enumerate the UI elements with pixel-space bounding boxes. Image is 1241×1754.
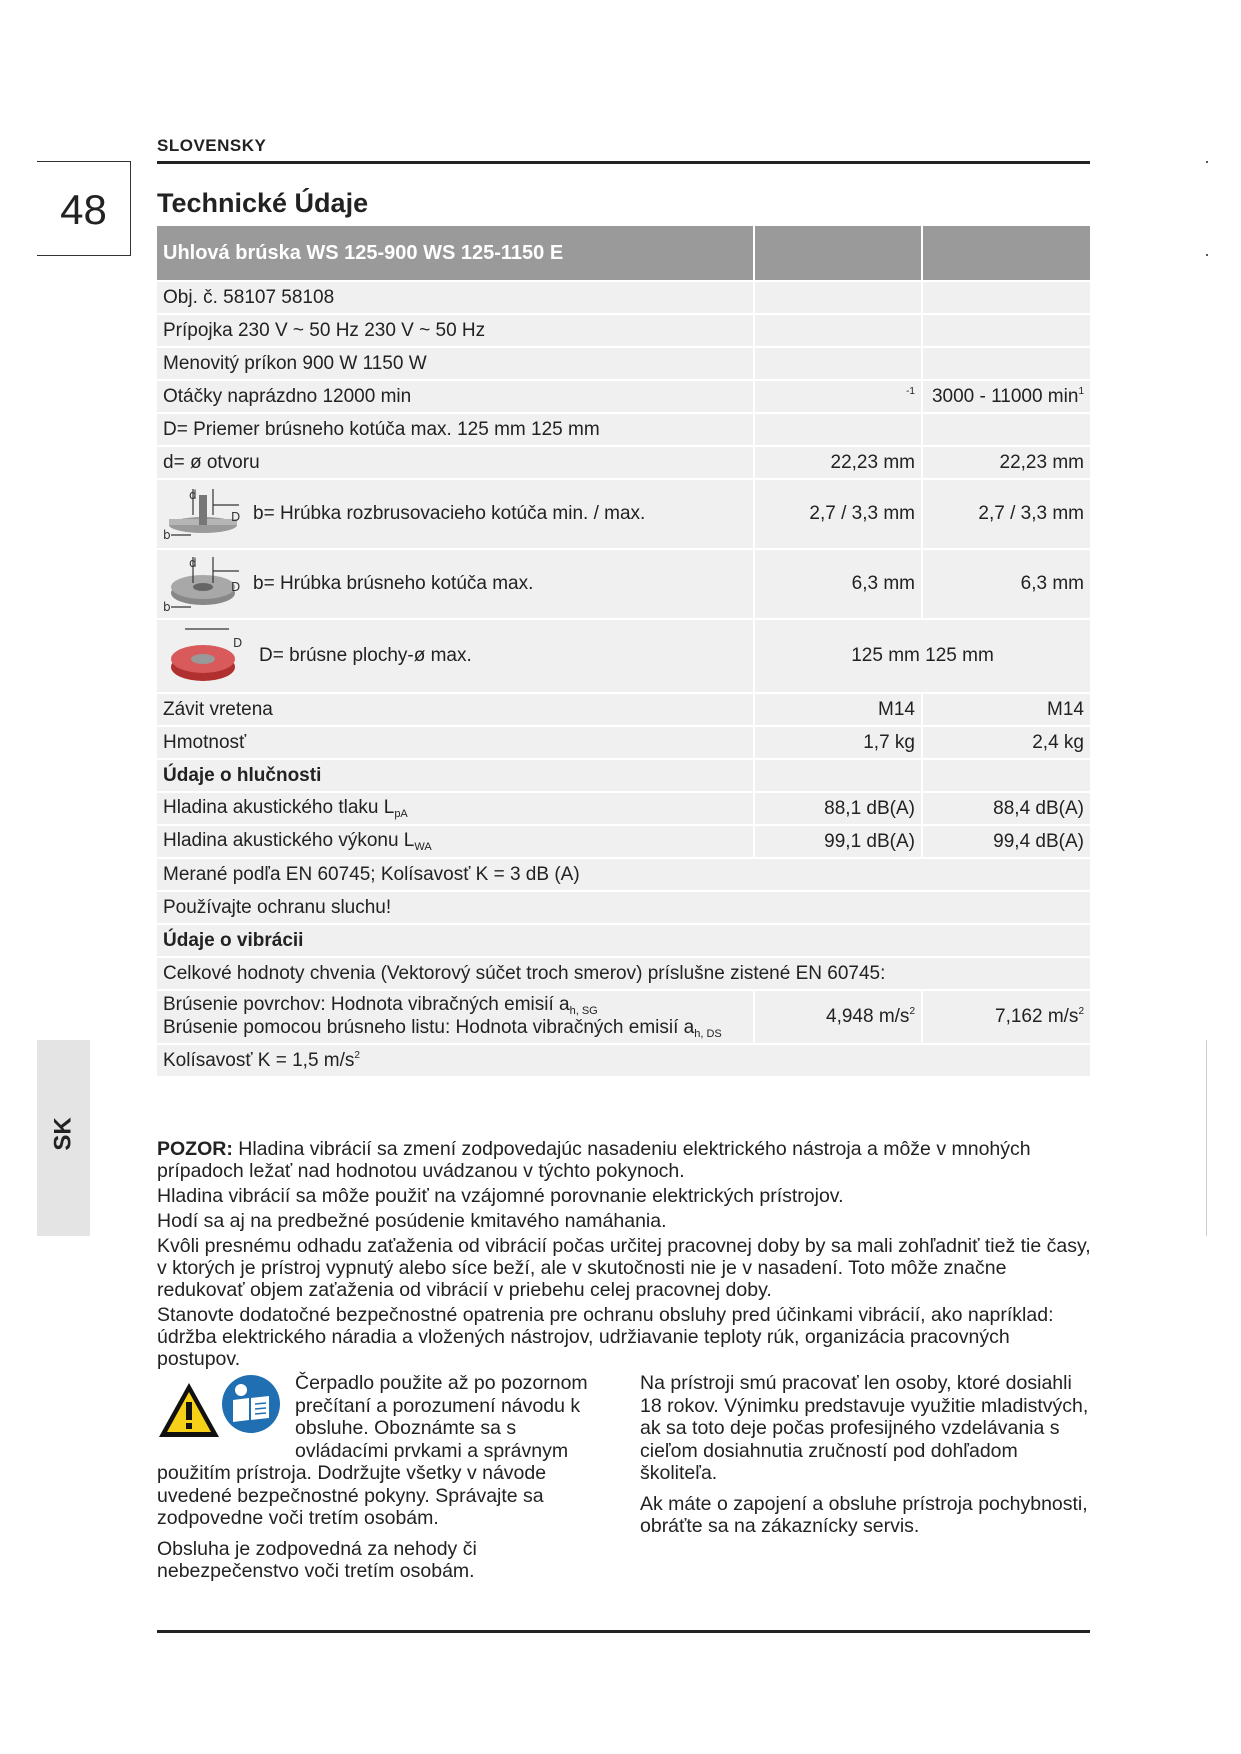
superscript: 2 bbox=[1078, 1006, 1084, 1017]
safety-icons bbox=[157, 1372, 285, 1442]
warning-paragraph: Hladina vibrácií sa môže použiť na vzájomné porovnanie elektrických prístrojov. bbox=[157, 1185, 844, 1207]
row-label: Kolísavosť K = 1,5 m/s bbox=[163, 1049, 355, 1071]
row-label: Celkové hodnoty chvenia (Vektorový súčet troch smerov) príslušne zistené EN 60745: bbox=[157, 957, 1090, 990]
table-row bbox=[157, 479, 1090, 549]
svg-text:d: d bbox=[189, 488, 197, 502]
edge-line bbox=[1206, 1040, 1207, 1236]
table-row bbox=[157, 825, 1090, 858]
row-value-1: M14 bbox=[754, 693, 922, 726]
row-value-1 bbox=[754, 990, 922, 1044]
safety-paragraph: Ak máte o zapojení a obsluhe prístroja pochybnosti, obráťte sa na zákaznícky servis. bbox=[640, 1492, 1088, 1537]
section-heading: Údaje o hlučnosti bbox=[157, 759, 754, 792]
grinding-disc-icon bbox=[163, 555, 243, 613]
warning-paragraph: Hodí sa aj na predbežné posúdenie kmitavého namáhania. bbox=[157, 1210, 667, 1232]
row-label: b= Hrúbka rozbrusovacieho kotúča min. / max. bbox=[253, 503, 646, 525]
row-label-cell bbox=[157, 825, 754, 858]
row-label: Otáčky naprázdno 12000 min bbox=[157, 380, 754, 413]
row-label: Merané podľa EN 60745; Kolísavosť K = 3 dB (A) bbox=[157, 858, 1090, 891]
row-value-2 bbox=[922, 380, 1090, 413]
svg-text:D: D bbox=[231, 580, 241, 594]
page-number: 48 bbox=[60, 186, 107, 233]
row-value-2 bbox=[922, 413, 1090, 446]
svg-text:b: b bbox=[163, 528, 171, 542]
row-value-1: 22,23 mm bbox=[754, 446, 922, 479]
superscript: -1 bbox=[906, 385, 915, 397]
row-value-1 bbox=[754, 281, 922, 314]
table-row bbox=[157, 759, 1090, 792]
svg-text:D: D bbox=[231, 510, 241, 524]
table-row bbox=[157, 990, 1090, 1044]
row-label: Hladina akustického výkonu L bbox=[163, 830, 415, 851]
table-row bbox=[157, 1044, 1090, 1077]
spec-table bbox=[157, 226, 1090, 1078]
table-header-cell bbox=[922, 226, 1090, 281]
row-value-2: 22,23 mm bbox=[922, 446, 1090, 479]
value-text: 7,162 m/s bbox=[995, 1006, 1079, 1027]
value-text: 4,948 m/s bbox=[826, 1006, 910, 1027]
row-value-2: 2,4 kg bbox=[922, 726, 1090, 759]
row-value-1 bbox=[754, 759, 922, 792]
section-title: Technické Údaje bbox=[157, 188, 369, 218]
cutting-disc-icon bbox=[163, 485, 243, 543]
row-label: D= Priemer brúsneho kotúča max. 125 mm 125 mm bbox=[157, 413, 754, 446]
subscript: h, DS bbox=[694, 1028, 722, 1040]
superscript: 2 bbox=[909, 1006, 915, 1017]
warning-paragraph: Kvôli presnému odhadu zaťaženia od vibrácií počas určitej pracovnej doby by sa mali zohľadniť tiež tie časy, v ktorých je prístroj vypnutý alebo síce beží, ale v skutočnosti nie je v nasadení. Toto môže značne redukovať objem zaťaženia od vibrácií v priebehu celej pracovnej doby. bbox=[157, 1235, 1091, 1301]
safety-paragraph: Na prístroji smú pracovať len osoby, ktoré dosiahli 18 rokov. Výnimku predstavuje využitie mladistvých, ak sa toto deje počas profesijného vzdelávania s cieľom dosiahnutia zručností pod dohľadom školiteľa. bbox=[640, 1372, 1089, 1484]
warning-triangle-icon bbox=[157, 1380, 221, 1440]
table-row bbox=[157, 726, 1090, 759]
row-value-1: 1,7 kg bbox=[754, 726, 922, 759]
table-row bbox=[157, 957, 1090, 990]
row-value-2 bbox=[922, 281, 1090, 314]
row-value-1: 6,3 mm bbox=[754, 549, 922, 619]
bottom-rule bbox=[157, 1630, 1090, 1633]
row-label-cell bbox=[157, 549, 754, 619]
row-label-cell bbox=[157, 479, 754, 549]
table-row bbox=[157, 281, 1090, 314]
row-label-cell bbox=[157, 619, 754, 693]
safety-paragraph: Čerpadlo použite až po pozornom prečítaní a porozumení návodu k obsluhe. Oboznámte sa s ovládacími prvkami a správnym použitím prístroja. Dodržujte všetky v návode uvedené bezpečnostné pokyny. Správajte sa zodpovedne voči tretím osobám. bbox=[157, 1372, 588, 1529]
table-row bbox=[157, 549, 1090, 619]
row-value-2 bbox=[922, 759, 1090, 792]
table-row bbox=[157, 858, 1090, 891]
table-row bbox=[157, 924, 1090, 957]
row-label: Hmotnosť bbox=[157, 726, 754, 759]
row-value-2: 2,7 / 3,3 mm bbox=[922, 479, 1090, 549]
table-header-row bbox=[157, 226, 1090, 281]
row-label: d= ø otvoru bbox=[157, 446, 754, 479]
row-value-2: 6,3 mm bbox=[922, 549, 1090, 619]
vibration-warning bbox=[157, 1138, 1097, 1373]
row-label: Prípojka 230 V ~ 50 Hz 230 V ~ 50 Hz bbox=[157, 314, 754, 347]
row-label: Obj. č. 58107 58108 bbox=[157, 281, 754, 314]
row-label: Brúsenie povrchov: Hodnota vibračných emisií a bbox=[163, 994, 570, 1015]
warning-paragraph bbox=[157, 1138, 1097, 1182]
row-value-2 bbox=[922, 990, 1090, 1044]
safety-right-column bbox=[640, 1372, 1095, 1546]
table-row bbox=[157, 446, 1090, 479]
warning-text: Hladina vibrácií sa zmení zodpovedajúc nasadeniu elektrického nástroja a môže v mnohých prípadoch ležať nad hodnotou uvádzanou v týchto pokynoch. bbox=[157, 1138, 1031, 1182]
row-value-1 bbox=[754, 314, 922, 347]
superscript: 2 bbox=[354, 1049, 360, 1061]
row-label: b= Hrúbka brúsneho kotúča max. bbox=[253, 573, 534, 595]
subscript: pA bbox=[394, 808, 408, 820]
svg-text:b: b bbox=[163, 600, 171, 613]
side-language-tab bbox=[37, 1040, 90, 1236]
section-heading: Údaje o vibrácii bbox=[157, 924, 1090, 957]
superscript: 1 bbox=[1078, 385, 1084, 397]
row-label: D= brúsne plochy-ø max. bbox=[259, 645, 472, 667]
table-row bbox=[157, 619, 1090, 693]
page-number-box bbox=[37, 161, 131, 256]
row-value-2: M14 bbox=[922, 693, 1090, 726]
warning-paragraph: Stanovte dodatočné bezpečnostné opatrenia pre ochranu obsluhy pred účinkami vibrácií, ako napríklad: údržba elektrického náradia a vložených nástrojov, udržiavanie teploty rúk, organizácia pracovných postupov. bbox=[157, 1304, 1054, 1370]
side-tab-label: SK bbox=[49, 1117, 77, 1151]
row-value-1 bbox=[754, 380, 922, 413]
row-label: Menovitý príkon 900 W 1150 W bbox=[157, 347, 754, 380]
svg-text:d: d bbox=[189, 556, 197, 570]
table-row bbox=[157, 413, 1090, 446]
table-row bbox=[157, 693, 1090, 726]
row-label-line bbox=[163, 994, 747, 1017]
table-header-cell: Uhlová brúska WS 125-900 WS 125-1150 E bbox=[157, 226, 754, 281]
row-label-cell bbox=[157, 792, 754, 825]
value-text: 3000 - 11000 min bbox=[931, 385, 1079, 407]
row-label: Hladina akustického tlaku L bbox=[163, 797, 395, 818]
table-row bbox=[157, 891, 1090, 924]
table-row bbox=[157, 314, 1090, 347]
row-value-2 bbox=[922, 314, 1090, 347]
table-header-cell bbox=[754, 226, 922, 281]
row-value-span: 125 mm 125 mm bbox=[754, 619, 1090, 693]
row-value-1: 88,1 dB(A) bbox=[754, 792, 922, 825]
safety-left-column bbox=[157, 1372, 612, 1591]
svg-text:D: D bbox=[233, 636, 243, 650]
flap-disc-icon bbox=[163, 625, 249, 687]
language-header: SLOVENSKY bbox=[157, 136, 267, 155]
table-row bbox=[157, 380, 1090, 413]
row-value-1 bbox=[754, 413, 922, 446]
top-rule bbox=[157, 161, 1090, 164]
row-label-cell bbox=[157, 990, 754, 1044]
read-manual-icon bbox=[221, 1374, 281, 1434]
row-value-1: 2,7 / 3,3 mm bbox=[754, 479, 922, 549]
table-row bbox=[157, 792, 1090, 825]
edge-mark bbox=[1206, 254, 1208, 256]
row-value-2 bbox=[922, 347, 1090, 380]
row-label-line bbox=[163, 1017, 747, 1040]
row-value-2: 88,4 dB(A) bbox=[922, 792, 1090, 825]
row-label: Závit vretena bbox=[157, 693, 754, 726]
row-label: Používajte ochranu sluchu! bbox=[157, 891, 1090, 924]
row-value-2: 99,4 dB(A) bbox=[922, 825, 1090, 858]
warning-label: POZOR: bbox=[157, 1138, 233, 1160]
safety-paragraph: Obsluha je zodpovedná za nehody či nebezpečenstvo voči tretím osobám. bbox=[157, 1537, 477, 1582]
row-value-1 bbox=[754, 347, 922, 380]
row-value-1: 99,1 dB(A) bbox=[754, 825, 922, 858]
edge-mark bbox=[1206, 161, 1208, 163]
row-label: Brúsenie pomocou brúsneho listu: Hodnota vibračných emisií a bbox=[163, 1017, 695, 1038]
subscript: WA bbox=[414, 841, 432, 853]
row-label-cell bbox=[157, 1044, 1090, 1077]
subscript: h, SG bbox=[569, 1005, 598, 1017]
table-row bbox=[157, 347, 1090, 380]
